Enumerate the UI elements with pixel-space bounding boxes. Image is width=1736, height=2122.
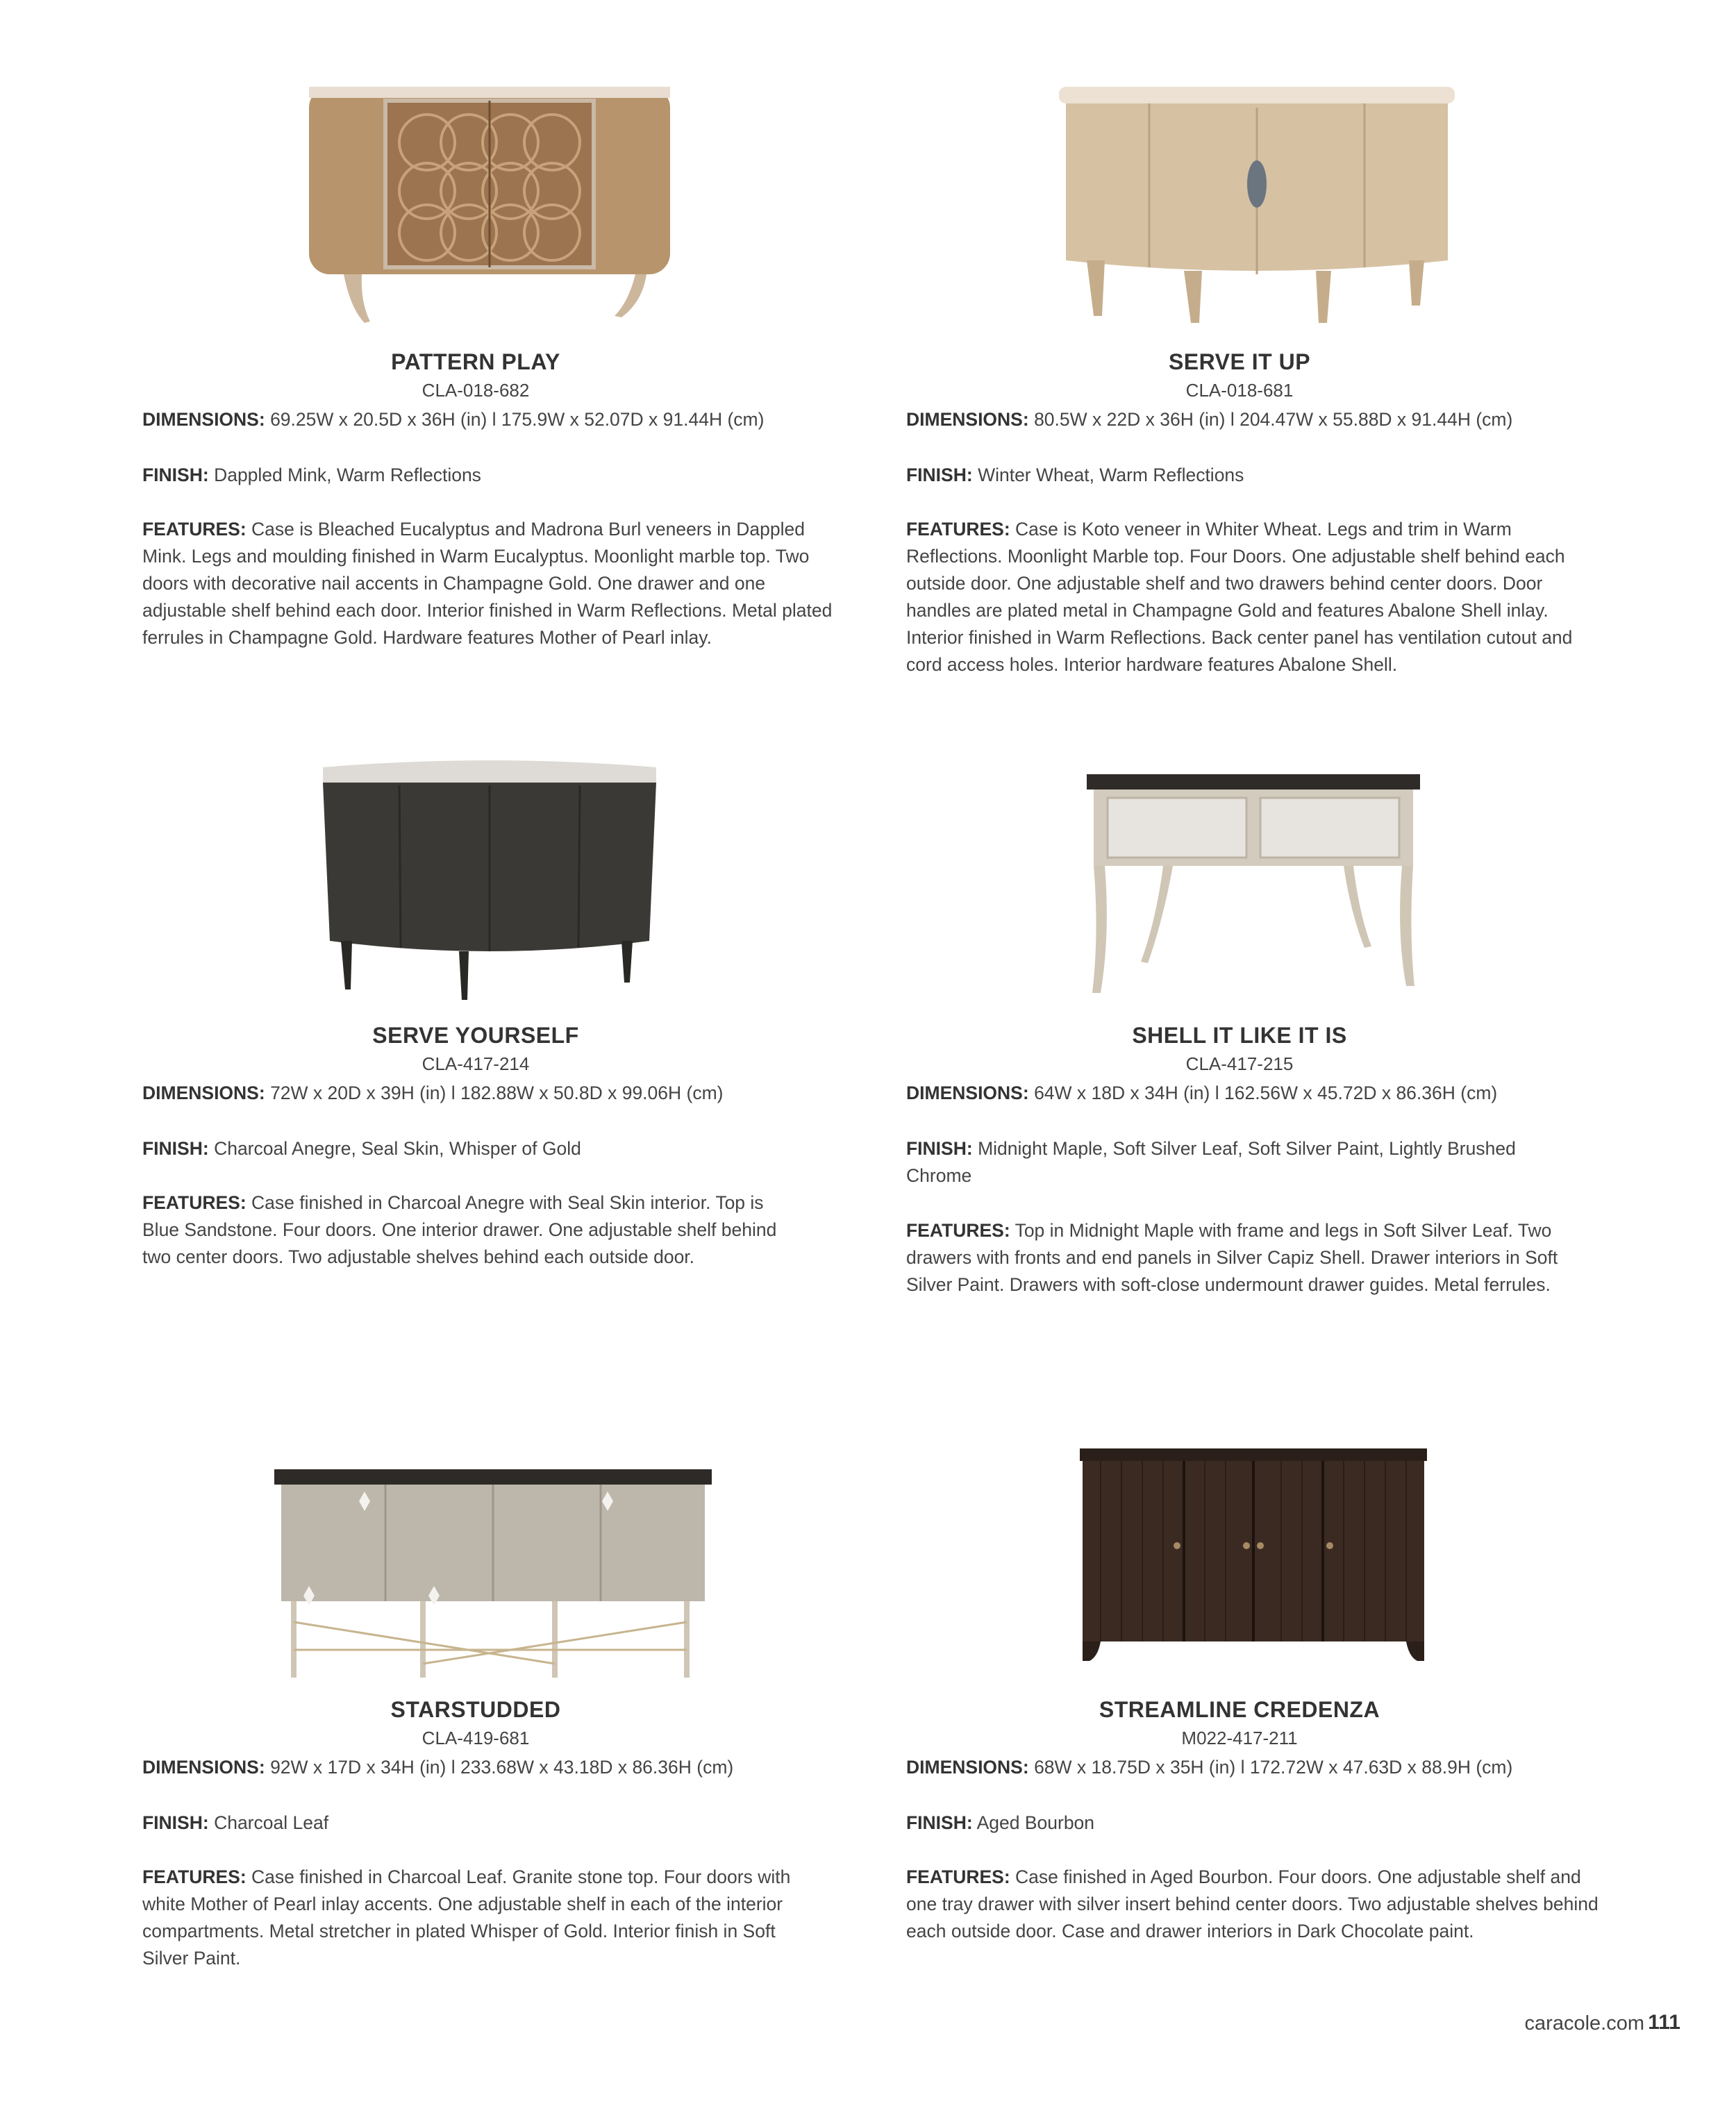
finish-label: FINISH: bbox=[142, 1812, 209, 1833]
finish-value: Aged Bourbon bbox=[976, 1812, 1095, 1833]
product-sku: CLA-018-682 bbox=[422, 380, 530, 401]
features-value: Case finished in Charcoal Leaf. Granite stone top. Four doors with white Mother of Pearl inlay accents. One adjustable shelf in each of the interior compartments. Metal stretcher in plated Whisper of Gold. Interior finish in Soft Silver Paint. bbox=[142, 1866, 791, 1969]
features-row bbox=[142, 1864, 816, 1972]
features-label: FEATURES: bbox=[906, 1866, 1010, 1887]
finish-row bbox=[142, 1810, 837, 1837]
dimensions-value: 92W x 17D x 34H (in) l 233.68W x 43.18D x 86.36H (cm) bbox=[270, 1757, 734, 1778]
finish-label: FINISH: bbox=[142, 465, 209, 485]
features-label: FEATURES: bbox=[142, 519, 247, 540]
product-sku: CLA-417-214 bbox=[422, 1053, 530, 1074]
credenza-image bbox=[906, 1414, 1601, 1705]
product-title: SHELL IT LIKE IT IS bbox=[1132, 1023, 1347, 1048]
finish-row bbox=[906, 1810, 1601, 1837]
features-value: Case is Koto veneer in Whiter Wheat. Legs and trim in Warm Reflections. Moonlight Marble top. Four Doors. One adjustable shelf behind each outside door. One adjustable shelf and two drawers behind center doors. Door handles are plated metal in Champagne Gold and features Abalone Shell inlay. Interior finished in Warm Reflections. Back center panel has ventilation cutout and cord access holes. Interior hardware features Abalone Shell. bbox=[906, 519, 1573, 675]
dimensions-row bbox=[906, 1080, 1601, 1107]
dimensions-row bbox=[906, 406, 1601, 433]
product-sku: CLA-018-681 bbox=[1185, 380, 1294, 401]
footer-site-url[interactable]: caracole.com bbox=[1524, 2012, 1644, 2035]
dimensions-row bbox=[906, 1754, 1601, 1781]
page-number: 111 bbox=[1648, 2011, 1680, 2034]
finish-label: FINISH: bbox=[906, 1138, 973, 1159]
finish-value: Charcoal Anegre, Seal Skin, Whisper of Gold bbox=[214, 1138, 581, 1159]
finish-label: FINISH: bbox=[906, 465, 973, 485]
features-value: Case is Bleached Eucalyptus and Madrona Burl veneers in Dappled Mink. Legs and moulding finished in Warm Eucalyptus. Moonlight marble top. Two doors with decorative nail accents in Champagne Gold. One drawer and one adjustable shelf behind each door. Interior finished in Warm Reflections. Metal plated ferrules in Champagne Gold. Hardware features Mother of Pearl inlay. bbox=[142, 519, 833, 648]
dimensions-value: 64W x 18D x 34H (in) l 162.56W x 45.72D x 86.36H (cm) bbox=[1034, 1083, 1498, 1103]
dimensions-value: 80.5W x 22D x 36H (in) l 204.47W x 55.88D x 91.44H (cm) bbox=[1034, 409, 1513, 430]
features-value: Case finished in Aged Bourbon. Four doors. One adjustable shelf and one tray drawer with silver insert behind center doors. Two adjustable shelves behind each outside door. Case and drawer interiors in Dark Chocolate paint. bbox=[906, 1866, 1599, 1941]
features-row bbox=[906, 1217, 1601, 1298]
dimensions-row bbox=[142, 1080, 837, 1107]
features-label: FEATURES: bbox=[906, 1220, 1010, 1241]
dimensions-label: DIMENSIONS: bbox=[906, 1757, 1029, 1778]
finish-label: FINISH: bbox=[906, 1812, 973, 1833]
product-title: SERVE YOURSELF bbox=[372, 1023, 579, 1048]
features-row bbox=[142, 1189, 795, 1271]
dimensions-label: DIMENSIONS: bbox=[142, 1757, 265, 1778]
dimensions-value: 72W x 20D x 39H (in) l 182.88W x 50.8D x 99.06H (cm) bbox=[270, 1083, 724, 1103]
finish-row bbox=[906, 462, 1601, 489]
console-table-image bbox=[906, 740, 1601, 1031]
finish-value: Charcoal Leaf bbox=[214, 1812, 329, 1833]
product-title: SERVE IT UP bbox=[1168, 349, 1311, 374]
features-row bbox=[906, 516, 1601, 678]
dimensions-label: DIMENSIONS: bbox=[142, 409, 265, 430]
product-title: STREAMLINE CREDENZA bbox=[1099, 1697, 1380, 1722]
finish-row bbox=[142, 462, 837, 489]
finish-row bbox=[142, 1135, 837, 1162]
dimensions-label: DIMENSIONS: bbox=[906, 1083, 1029, 1103]
dimensions-value: 68W x 18.75D x 35H (in) l 172.72W x 47.63D x 88.9H (cm) bbox=[1034, 1757, 1513, 1778]
product-sku: CLA-419-681 bbox=[422, 1728, 530, 1748]
finish-row bbox=[906, 1135, 1573, 1189]
features-label: FEATURES: bbox=[142, 1866, 247, 1887]
sideboard-image bbox=[142, 740, 837, 1031]
features-value: Top in Midnight Maple with frame and legs in Soft Silver Leaf. Two drawers with fronts and end panels in Silver Capiz Shell. Drawer interiors in Soft Silver Paint. Drawers with soft-close undermount drawer guides. Metal ferrules. bbox=[906, 1220, 1558, 1295]
features-row bbox=[906, 1864, 1601, 1945]
dimensions-row bbox=[142, 1754, 837, 1781]
features-label: FEATURES: bbox=[142, 1192, 247, 1213]
dimensions-value: 69.25W x 20.5D x 36H (in) l 175.9W x 52.07D x 91.44H (cm) bbox=[270, 409, 765, 430]
product-sku: M022-417-211 bbox=[1181, 1728, 1298, 1748]
dimensions-label: DIMENSIONS: bbox=[906, 409, 1029, 430]
product-title: STARSTUDDED bbox=[390, 1697, 561, 1722]
finish-label: FINISH: bbox=[142, 1138, 209, 1159]
sideboard-image bbox=[906, 66, 1601, 358]
features-label: FEATURES: bbox=[906, 519, 1010, 540]
features-value: Case finished in Charcoal Anegre with Seal Skin interior. Top is Blue Sandstone. Four doors. One interior drawer. One adjustable shelf behind two center doors. Two adjustable shelves behind each outside door. bbox=[142, 1192, 777, 1267]
dimensions-label: DIMENSIONS: bbox=[142, 1083, 265, 1103]
finish-value: Dappled Mink, Warm Reflections bbox=[214, 465, 481, 485]
dimensions-row bbox=[142, 406, 837, 433]
finish-value: Winter Wheat, Warm Reflections bbox=[978, 465, 1244, 485]
product-title: PATTERN PLAY bbox=[391, 349, 560, 374]
sideboard-image bbox=[142, 1414, 837, 1705]
finish-value: Midnight Maple, Soft Silver Leaf, Soft Silver Paint, Lightly Brushed Chrome bbox=[906, 1138, 1516, 1186]
sideboard-image bbox=[142, 66, 837, 358]
product-sku: CLA-417-215 bbox=[1185, 1053, 1294, 1074]
features-row bbox=[142, 516, 837, 651]
